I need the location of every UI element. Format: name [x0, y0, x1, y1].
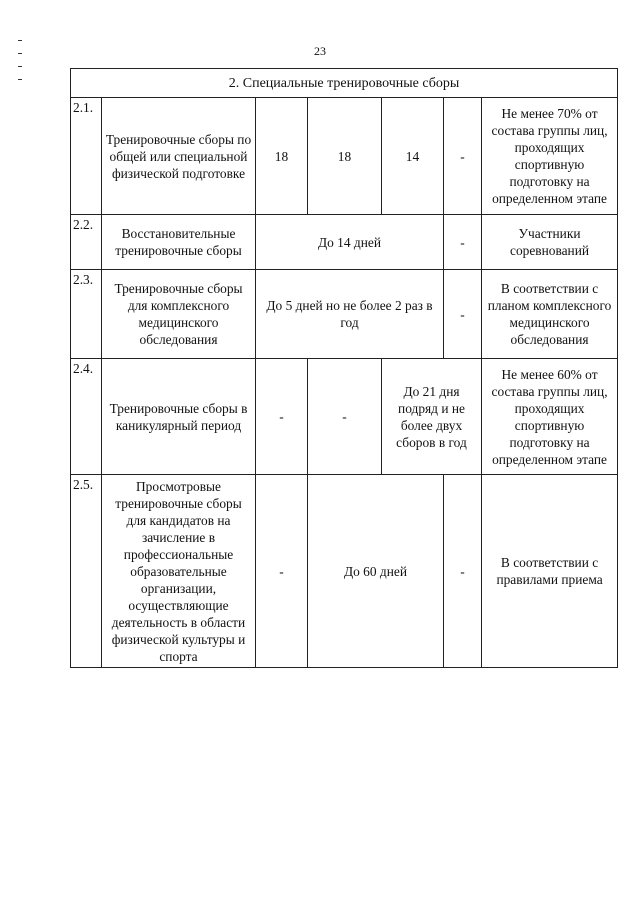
- note-cell: В соответствии с планом комплексного медицинского обследования: [482, 270, 618, 359]
- camp-name: Восстановительные тренировочные сборы: [102, 215, 256, 270]
- camp-name: Просмотровые тренировочные сборы для кандидатов на зачисление в профессиональные образовательные организации, осуществляющие деятельность в области физической культуры и спорта: [102, 475, 256, 668]
- table-row: [71, 215, 618, 270]
- merged-value-cell: До 60 дней: [308, 475, 444, 668]
- value-cell: -: [444, 475, 482, 668]
- section-header-row: [71, 69, 618, 98]
- value-cell: -: [444, 270, 482, 359]
- table-row: [71, 98, 618, 215]
- row-number: 2.2.: [71, 215, 102, 270]
- note-cell: Участники соревнований: [482, 215, 618, 270]
- value-cell: -: [444, 215, 482, 270]
- value-cell: 18: [256, 98, 308, 215]
- merged-value-cell: До 5 дней но не более 2 раз в год: [256, 270, 444, 359]
- row-number: 2.1.: [71, 98, 102, 215]
- camp-name: Тренировочные сборы в каникулярный период: [102, 359, 256, 475]
- note-cell: Не менее 60% от состава группы лиц, проходящих спортивную подготовку на определенном этапе: [482, 359, 618, 475]
- value-cell: 18: [308, 98, 382, 215]
- note-cell: Не менее 70% от состава группы лиц, проходящих спортивную подготовку на определенном этапе: [482, 98, 618, 215]
- camp-name: Тренировочные сборы по общей или специальной физической подготовке: [102, 98, 256, 215]
- row-number: 2.5.: [71, 475, 102, 668]
- row-number: 2.3.: [71, 270, 102, 359]
- table-row: [71, 270, 618, 359]
- value-cell: 14: [382, 98, 444, 215]
- row-number: 2.4.: [71, 359, 102, 475]
- page-number: 23: [314, 44, 326, 58]
- value-cell: -: [256, 475, 308, 668]
- value-cell: -: [256, 359, 308, 475]
- camp-name: Тренировочные сборы для комплексного медицинского обследования: [102, 270, 256, 359]
- value-cell: -: [308, 359, 382, 475]
- value-cell: -: [444, 98, 482, 215]
- table-row: [71, 475, 618, 668]
- merged-value-cell: До 14 дней: [256, 215, 444, 270]
- section-title: 2. Специальные тренировочные сборы: [71, 69, 618, 98]
- table-row: [71, 359, 618, 475]
- note-cell: В соответствии с правилами приема: [482, 475, 618, 668]
- training-camps-table: [70, 68, 618, 668]
- merged-value-cell: До 21 дня подряд и не более двух сборов в год: [382, 359, 482, 475]
